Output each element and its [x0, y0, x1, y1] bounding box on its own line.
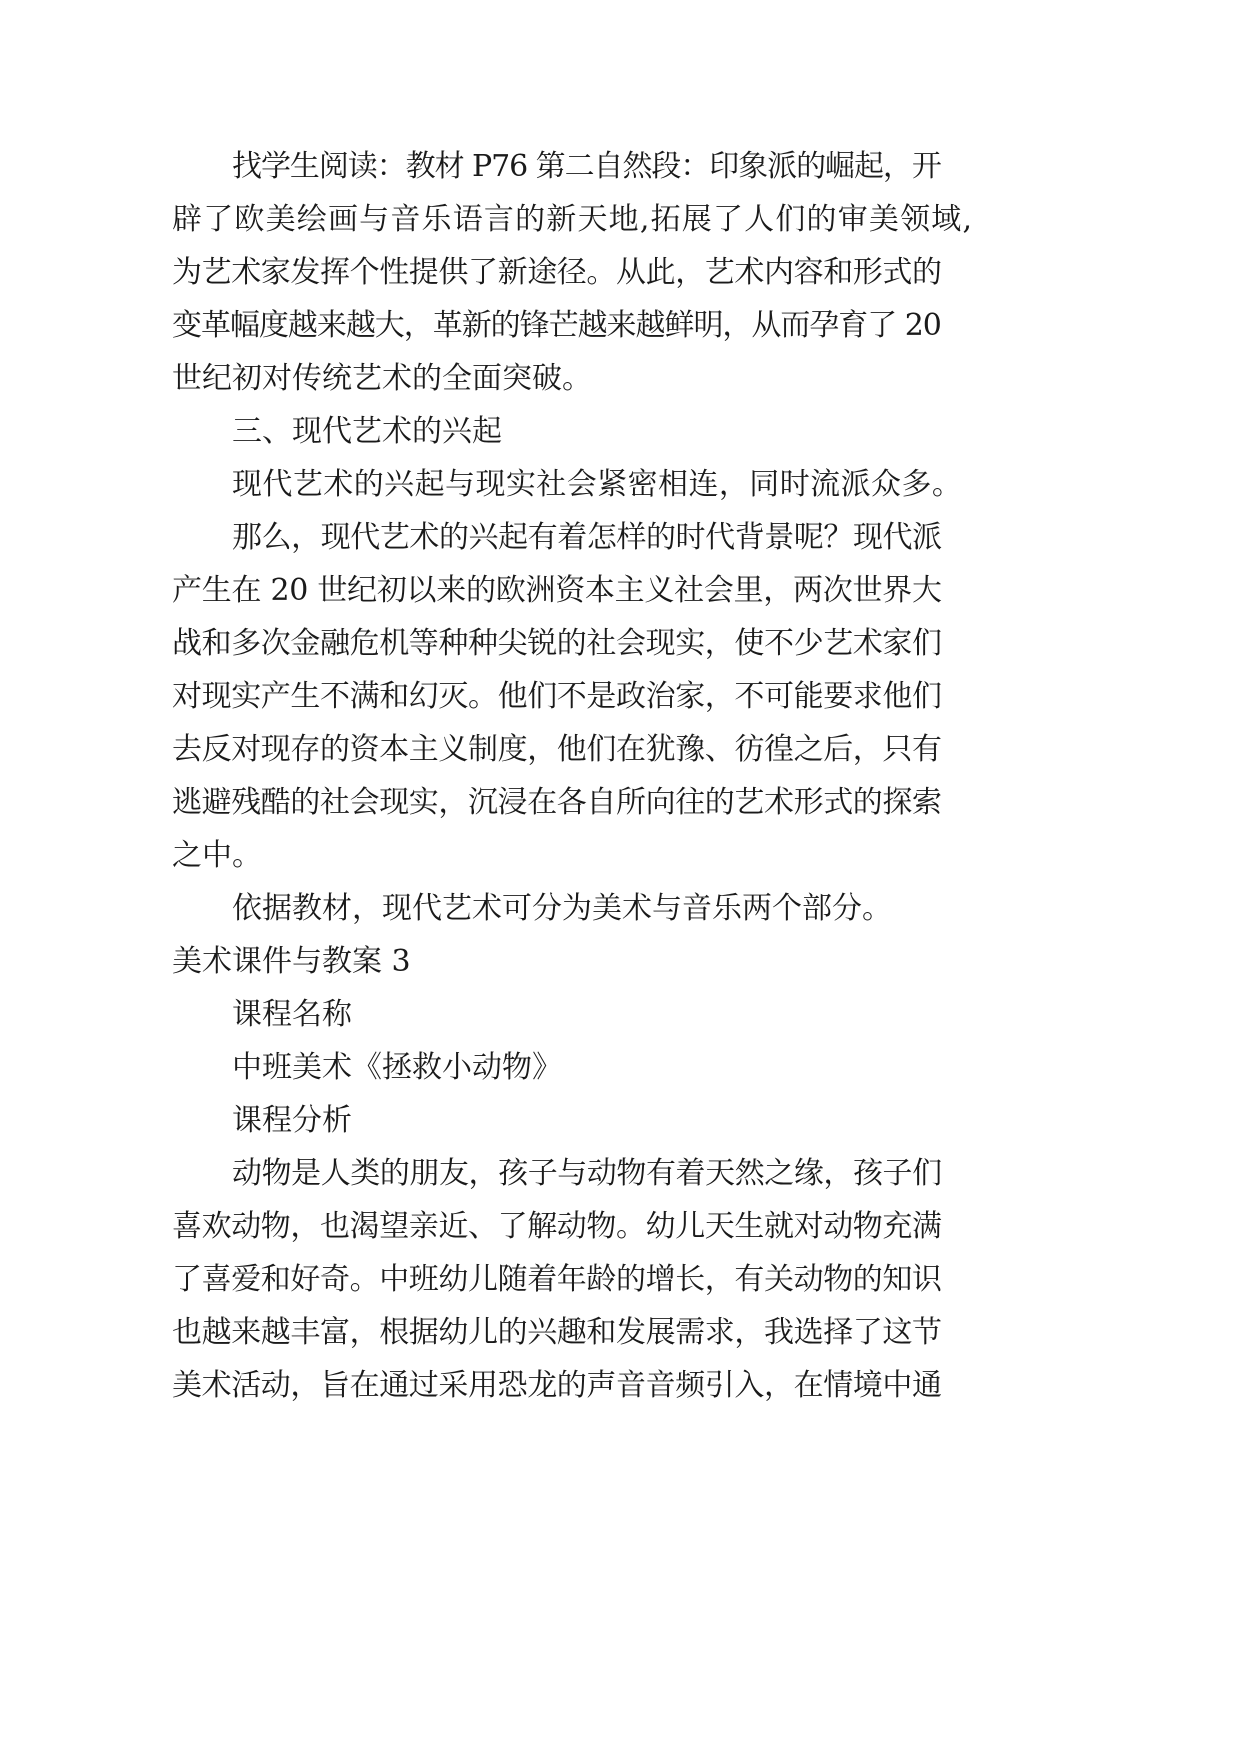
section-heading: 课程名称 [232, 997, 352, 1032]
text-line: 去反对现存的资本主义制度，他们在犹豫、彷徨之后，只有 [172, 732, 942, 767]
text-line: 依据教材，现代艺术可分为美术与音乐两个部分。 [232, 891, 892, 926]
text-line: 战和多次金融危机等种种尖锐的社会现实，使不少艺术家们 [172, 626, 942, 661]
text-line: 现代艺术的兴起与现实社会紧密相连，同时流派众多。 [232, 467, 963, 502]
text-line: 为艺术家发挥个性提供了新途径。从此，艺术内容和形式的 [172, 255, 942, 290]
text-line: 产生在 20 世纪初以来的欧洲资本主义社会里，两次世界大 [172, 573, 942, 608]
text-line: 辟了欧美绘画与音乐语言的新天地,拓展了人们的审美领域, [172, 202, 974, 237]
text-line: 逃避残酷的社会现实，沉浸在各自所向往的艺术形式的探索 [172, 785, 942, 820]
text-line: 找学生阅读：教材 P76 第二自然段：印象派的崛起，开 [232, 149, 941, 184]
text-line: 动物是人类的朋友，孩子与动物有着天然之缘，孩子们 [232, 1156, 942, 1191]
text-line: 世纪初对传统艺术的全面突破。 [172, 361, 592, 396]
text-line: 那么，现代艺术的兴起有着怎样的时代背景呢？现代派 [232, 520, 942, 555]
text-line: 喜欢动物，也渴望亲近、了解动物。幼儿天生就对动物充满 [172, 1209, 942, 1244]
section-heading: 课程分析 [232, 1103, 352, 1138]
text-line: 美术活动，旨在通过采用恐龙的声音音频引入，在情境中通 [172, 1368, 942, 1403]
text-line: 也越来越丰富，根据幼儿的兴趣和发展需求，我选择了这节 [172, 1315, 942, 1350]
course-name: 中班美术《拯救小动物》 [232, 1050, 562, 1085]
text-line: 对现实产生不满和幻灭。他们不是政治家，不可能要求他们 [172, 679, 942, 714]
document-title: 美术课件与教案 3 [172, 944, 411, 979]
text-line: 之中。 [172, 838, 262, 873]
text-line: 变革幅度越来越大，革新的锋芒越来越鲜明，从而孕育了 20 [172, 308, 941, 343]
section-heading: 三、现代艺术的兴起 [232, 414, 502, 449]
text-line: 了喜爱和好奇。中班幼儿随着年龄的增长，有关动物的知识 [172, 1262, 942, 1297]
